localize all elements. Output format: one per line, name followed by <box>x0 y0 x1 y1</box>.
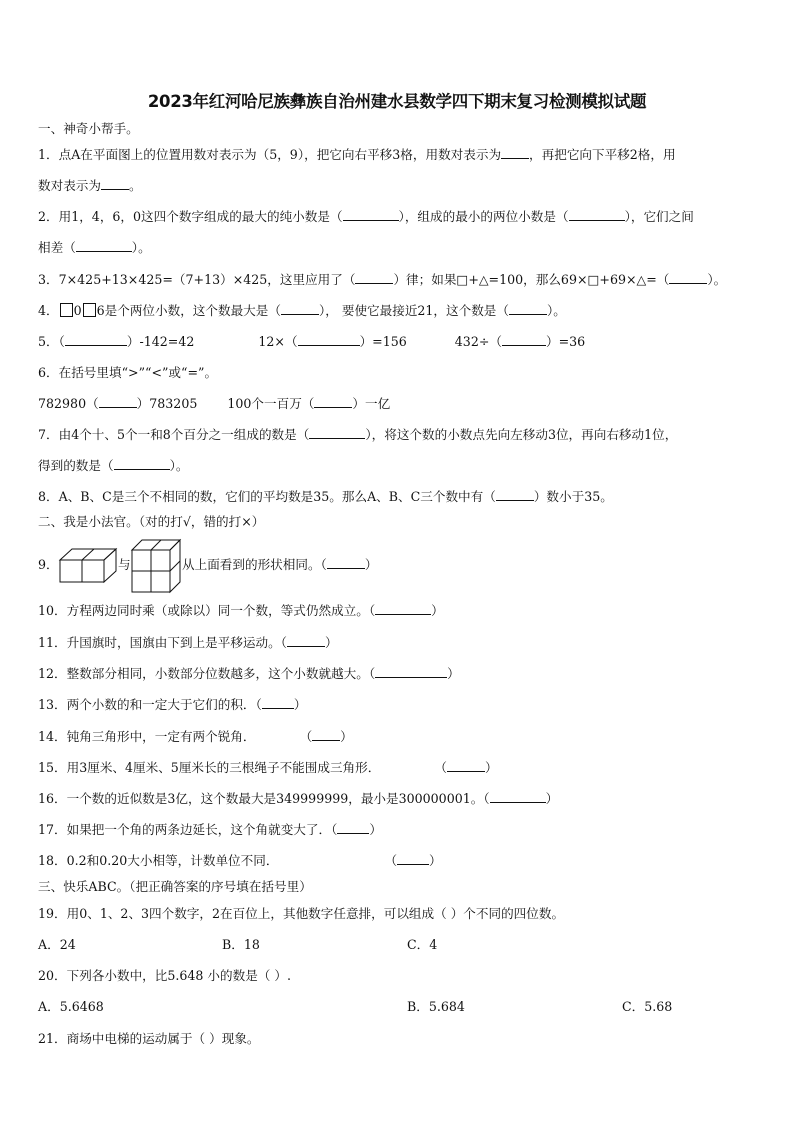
q4-text-b: 0 <box>73 303 82 318</box>
q3-text-a: 3．7×425+13×425=（7+13）×425，这里应用了（ <box>38 272 356 287</box>
answer-blank[interactable] <box>65 333 127 346</box>
q5-text-a: 5．（ <box>38 334 65 349</box>
question-19-option-c[interactable]: C．4 <box>407 937 438 952</box>
q16-text-a: 16．一个数的近似数是3亿，这个数最大是349999999，最小是300000001。（ <box>38 791 490 806</box>
question-2-line-1 <box>38 208 694 226</box>
question-1-line-1 <box>38 146 676 164</box>
answer-blank[interactable] <box>262 696 294 709</box>
question-9-text <box>182 556 377 574</box>
q14-text-b: （ <box>299 729 313 744</box>
answer-blank[interactable] <box>281 302 319 315</box>
question-6-items <box>38 395 390 413</box>
q2-text-c: ），它们之间 <box>624 209 694 224</box>
question-10 <box>38 602 444 620</box>
q15-text-c: ） <box>484 760 498 775</box>
answer-blank[interactable] <box>327 556 365 569</box>
q1-text-c: 数对表示为 <box>38 178 101 193</box>
q14-text-a: 14．钝角三角形中，一定有两个锐角． <box>38 729 256 744</box>
q5-text-b: ）-142=42 <box>126 334 195 349</box>
q4-text-c: 6是个两位小数，这个数最大是（ <box>96 303 281 318</box>
q18-text-a: 18．0.2和0.20大小相等，计数单位不同． <box>38 853 279 868</box>
question-8 <box>38 488 613 506</box>
question-21-stem: 21．商场中电梯的运动属于（ ）现象。 <box>38 1031 260 1046</box>
q6-text-d: 100个一百万（ <box>227 396 315 411</box>
question-18 <box>38 852 442 870</box>
answer-blank[interactable] <box>375 602 431 615</box>
q13-text-a: 13．两个小数的和一定大于它们的积．（ <box>38 697 262 712</box>
section-heading-1: 一、神奇小帮手。 <box>38 121 139 136</box>
q1-text-d: 。 <box>128 178 142 193</box>
question-19-option-a[interactable]: A．24 <box>38 937 76 952</box>
q4-text-e: ）。 <box>547 303 566 318</box>
question-7-line-2 <box>38 457 188 475</box>
answer-blank[interactable] <box>99 395 137 408</box>
answer-blank[interactable] <box>355 271 393 284</box>
answer-blank[interactable] <box>490 790 546 803</box>
q7-text-a: 7．由4个十、5个一和8个百分之一组成的数是（ <box>38 427 310 442</box>
question-1-line-2 <box>38 177 142 195</box>
q9-text-d: ） <box>364 557 378 572</box>
q6-text-b: 782980（ <box>38 396 99 411</box>
q18-text-b: （ <box>384 853 398 868</box>
answer-blank[interactable] <box>309 426 365 439</box>
q5-text-e: 432÷（ <box>454 334 502 349</box>
q5-text-f: ）=36 <box>545 334 586 349</box>
q3-text-c: ）。 <box>707 272 727 287</box>
q17-text-b: ） <box>369 822 382 837</box>
section-heading-2: 二、我是小法官。（对的打√，错的打×） <box>38 514 265 529</box>
q13-text-b: ） <box>293 697 307 712</box>
empty-box <box>83 303 96 317</box>
q9-text-c: 从上面看到的形状相同。（ <box>182 557 327 572</box>
answer-blank[interactable] <box>287 634 325 647</box>
q3-text-b: ）律；如果□+△=100，那么69×□+69×△=（ <box>393 272 670 287</box>
page-title: 2023年红河哈尼族彝族自治州建水县数学四下期末复习检测模拟试题 <box>147 92 647 111</box>
q1-text-b: ，再把它向下平移2格，用 <box>529 147 676 162</box>
section-heading-3: 三、快乐ABC。（把正确答案的序号填在括号里） <box>38 879 312 894</box>
q10-text-a: 10．方程两边同时乘（或除以）同一个数，等式仍然成立。（ <box>38 603 376 618</box>
question-19-stem: 19．用0、1、2、3四个数字，2在百位上，其他数字任意排，可以组成（ ）个不同的四位数。 <box>38 906 565 921</box>
answer-blank[interactable] <box>509 302 547 315</box>
q12-text-a: 12．整数部分相同，小数部分位数越多，这个小数就越大。（ <box>38 666 376 681</box>
question-9-conjunction: 与 <box>118 557 131 572</box>
q4-text-a: 4． <box>38 303 59 318</box>
q11-text-b: ） <box>325 635 338 650</box>
q2-text-a: 2．用1，4，6，0这四个数字组成的最大的纯小数是（ <box>38 209 343 224</box>
question-17 <box>38 821 382 839</box>
q7-text-c: 得到的数是（ <box>38 458 114 473</box>
q8-text-b: ）数小于35。 <box>533 489 613 504</box>
empty-box <box>60 303 73 317</box>
question-6-stem: 6．在括号里填“>”“<”或“=”。 <box>38 365 218 380</box>
answer-blank[interactable] <box>669 271 707 284</box>
answer-blank[interactable] <box>496 488 534 501</box>
question-20-option-c[interactable]: C．5.68 <box>622 999 673 1014</box>
answer-blank[interactable] <box>569 208 625 221</box>
q11-text-a: 11．升国旗时，国旗由下到上是平移运动。（ <box>38 635 288 650</box>
q5-text-c: 12×（ <box>258 334 298 349</box>
answer-blank[interactable] <box>298 333 360 346</box>
answer-blank[interactable] <box>314 395 352 408</box>
q2-text-e: ）。 <box>131 240 151 255</box>
q10-text-b: ） <box>431 603 444 618</box>
q15-text-a: 15．用3厘米、4厘米、5厘米长的三根绳子不能围成三角形． <box>38 760 381 775</box>
q5-text-d: ）=156 <box>359 334 407 349</box>
q18-text-c: ） <box>429 853 442 868</box>
cube-figure-right <box>130 538 182 594</box>
answer-blank[interactable] <box>502 333 546 346</box>
q16-text-b: ） <box>545 791 559 806</box>
answer-blank[interactable] <box>76 239 132 252</box>
q4-text-d: ）， 要使它最接近21，这个数是（ <box>318 303 509 318</box>
question-20-option-b[interactable]: B．5.684 <box>407 999 465 1014</box>
answer-blank[interactable] <box>101 177 129 190</box>
answer-blank[interactable] <box>447 759 485 772</box>
question-20-stem: 20．下列各小数中，比5.648 小的数是（ ）. <box>38 968 291 983</box>
question-12 <box>38 665 460 683</box>
q15-text-b: （ <box>434 760 447 775</box>
q14-text-c: ） <box>340 729 353 744</box>
question-5 <box>38 333 585 351</box>
question-16 <box>38 790 558 808</box>
q17-text-a: 17．如果把一个角的两条边延长，这个角就变大了．（ <box>38 822 338 837</box>
question-11 <box>38 634 338 652</box>
q2-text-d: 相差（ <box>38 240 76 255</box>
q1-text-a: 1．点A在平面图上的位置用数对表示为（5，9），把它向右平移3格，用数对表示为 <box>38 147 502 162</box>
answer-blank[interactable] <box>114 457 170 470</box>
question-15 <box>38 759 498 777</box>
question-19-option-b[interactable]: B．18 <box>222 937 260 952</box>
question-20-option-a[interactable]: A．5.6468 <box>38 999 104 1014</box>
q7-text-d: ）。 <box>169 458 189 473</box>
q8-text-a: 8．A、B、C是三个不相同的数，它们的平均数是35。那么A、B、C三个数中有（ <box>38 489 496 504</box>
answer-blank[interactable] <box>501 146 529 159</box>
q6-text-c: ）783205 <box>136 396 198 411</box>
question-13 <box>38 696 306 714</box>
question-14 <box>38 728 353 746</box>
answer-blank[interactable] <box>397 852 429 865</box>
question-9-number: 9． <box>38 557 59 572</box>
answer-blank[interactable] <box>312 728 340 741</box>
answer-blank[interactable] <box>337 821 369 834</box>
question-2-line-2 <box>38 239 151 257</box>
cube-figure-left <box>58 546 120 584</box>
question-3 <box>38 271 726 289</box>
answer-blank[interactable] <box>375 665 447 678</box>
q2-text-b: ），组成的最小的两位小数是（ <box>398 209 569 224</box>
answer-blank[interactable] <box>343 208 399 221</box>
q7-text-b: ），将这个数的小数点先向左移动3位，再向右移动1位， <box>365 427 678 442</box>
question-4 <box>38 302 566 320</box>
question-7-line-1 <box>38 426 677 444</box>
q12-text-b: ） <box>447 666 460 681</box>
q6-text-e: ）一亿 <box>352 396 391 411</box>
